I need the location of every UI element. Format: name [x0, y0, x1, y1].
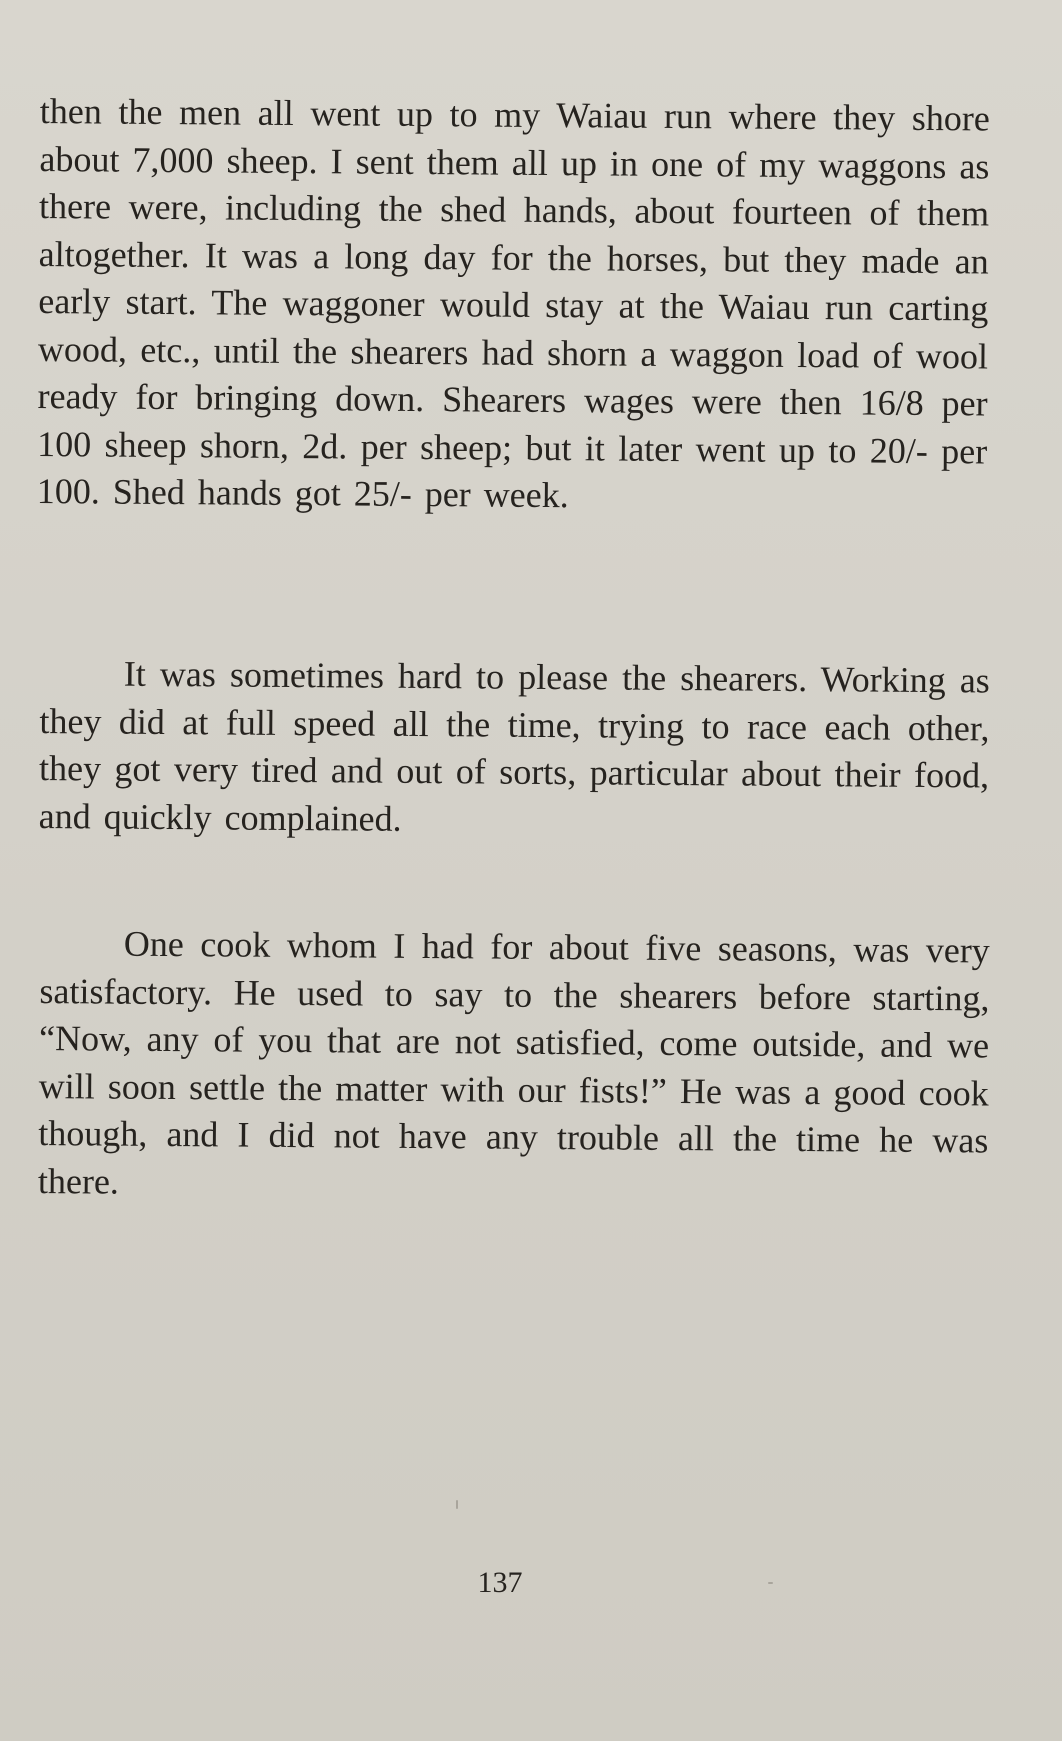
page-number: 137 [477, 1566, 523, 1599]
paragraph-1: then the men all went up to my Waiau run where they shore about 7,000 sheep. I sent them all up in one of my waggons as there were, including the shed hands, about fourteen of them altogether. It was a long day for the horses, but they made an early start. The waggoner would stay at the Waiau run carting wood, etc., until the shearers had shorn a waggon load of wool ready for bringing down. Shearers wages were then 16/8 per 100 sheep shorn, 2d. per sheep; but it later went up to 20/- per 100. Shed hands got 25/- per week. [36, 90, 990, 516]
paragraph-2: It was sometimes hard to please the shearers. Working as they did at full speed all the time, trying to race each other, they got very tired and out of sorts, particular about their food, and quickly complained. [38, 653, 990, 839]
paragraph-3-block [38, 920, 990, 1212]
paragraph-2-block [39, 650, 990, 847]
paragraph-3: One cook whom I had for about five seasons, was very satisfactory. He used to say to the shearers before starting, “Now, any of you that are not satisfied, come outside, and we will soon settle the matter with our fists!” He was a good cook though, and I did not have any trouble all the time he was there. [37, 923, 990, 1202]
paragraph-1-block [37, 88, 990, 523]
paper-speck [456, 1500, 458, 1509]
